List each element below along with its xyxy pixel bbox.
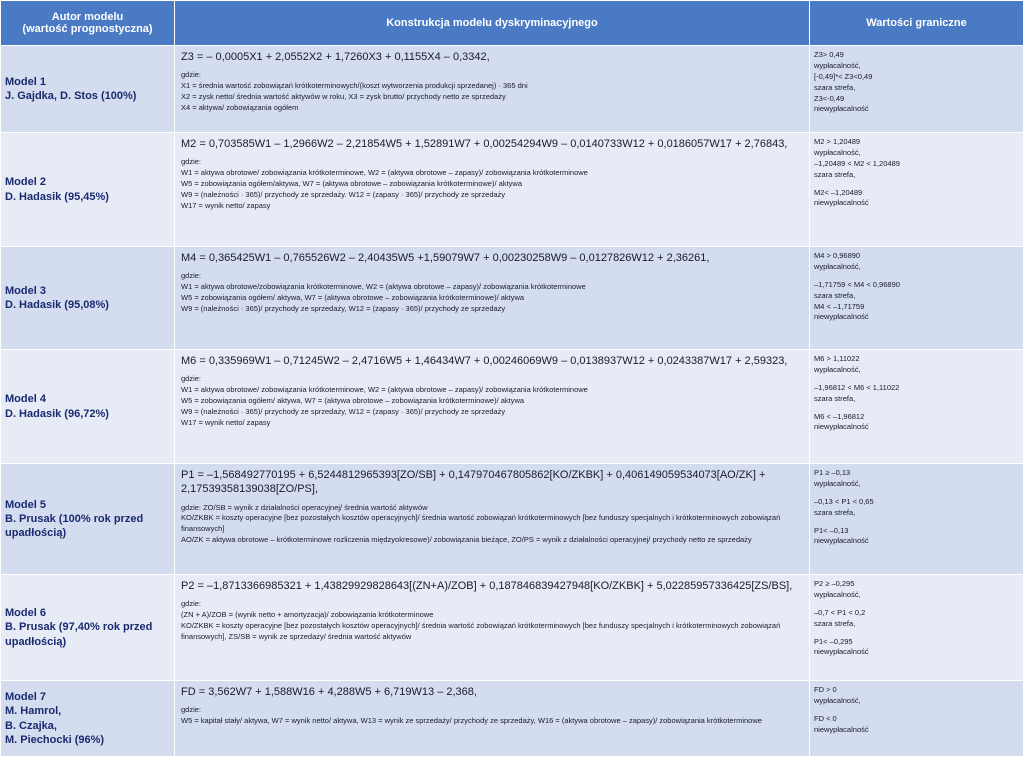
variable-definition-line: KO/ZKBK = koszty operacyjne [bez pozostałych kosztów operacyjnych]/ średnia wartość zobowiązań krótkoterminowych [bez funduszy specjalnych i krótkoterminowych zobowiązań finansowych], ZS/SB = wynik ze sprzedaży/ średnia wartość aktywów bbox=[181, 621, 803, 643]
model-author: M. Hamrol, bbox=[5, 704, 170, 718]
model-author: J. Gajdka, D. Stos (100%) bbox=[5, 89, 170, 103]
threshold-line: Z3<-0,49 bbox=[814, 94, 1019, 105]
table-row bbox=[1, 350, 1023, 464]
header-author: Autor modelu (wartość prognostyczna) bbox=[1, 1, 175, 46]
threshold-line: wypłacalność, bbox=[814, 590, 1019, 601]
threshold-values-cell bbox=[810, 350, 1023, 464]
threshold-line bbox=[814, 181, 1019, 188]
model-author-cell bbox=[1, 46, 175, 133]
model-author: B. Prusak (100% rok przed upadłością) bbox=[5, 512, 170, 541]
model-name: Model 7 bbox=[5, 690, 170, 704]
variable-definition-line: W5 = zobowiązania ogółem/ aktywa, W7 = (aktywa obrotowe – zobowiązania krótkoterminowe)/ aktywa bbox=[181, 396, 803, 407]
threshold-line: M2 > 1,20489 bbox=[814, 137, 1019, 148]
threshold-line: M4 > 0,96890 bbox=[814, 251, 1019, 262]
threshold-line: –0,7 < P1 < 0,2 bbox=[814, 608, 1019, 619]
threshold-line: M4 < –1,71759 bbox=[814, 302, 1019, 313]
model-author: D. Hadasik (96,72%) bbox=[5, 407, 170, 421]
threshold-line: szara strefa, bbox=[814, 394, 1019, 405]
threshold-line: szara strefa, bbox=[814, 508, 1019, 519]
model-author-cell bbox=[1, 681, 175, 757]
variable-definition-line: gdzie: bbox=[181, 705, 803, 716]
variable-definition-line: gdzie: bbox=[181, 70, 803, 81]
model-name: Model 6 bbox=[5, 606, 170, 620]
model-construction-cell bbox=[175, 464, 810, 575]
threshold-line bbox=[814, 405, 1019, 412]
threshold-line: M6 < –1,96812 bbox=[814, 412, 1019, 423]
variable-definition-line: W9 = (należności · 365)/ przychody ze sprzedaży. W12 = (zapasy · 365)/ przychody ze sprzedaży bbox=[181, 190, 803, 201]
threshold-line: szara strefa, bbox=[814, 619, 1019, 630]
threshold-line: –1,96812 < M6 < 1,11022 bbox=[814, 383, 1019, 394]
variable-definition-line: W5 = zobowiązania ogółem/aktywa, W7 = (aktywa obrotowe – zobowiązania krótkoterminowe)/ aktywa bbox=[181, 179, 803, 190]
threshold-line bbox=[814, 630, 1019, 637]
variable-definition-line: W9 = (należności · 365)/ przychody ze sprzedaży, W12 = (zapasy · 365)/ przychody ze sprzedaży bbox=[181, 407, 803, 418]
model-formula: M6 = 0,335969W1 – 0,71245W2 – 2,4716W5 + 1,46434W7 + 0,00246069W9 – 0,0138937W12 + 0,0243387W17 + 2,59323, bbox=[181, 354, 803, 368]
model-author-cell bbox=[1, 350, 175, 464]
model-construction-cell bbox=[175, 133, 810, 247]
variable-definitions bbox=[181, 599, 803, 643]
threshold-line: P1< –0,295 bbox=[814, 637, 1019, 648]
model-author: D. Hadasik (95,45%) bbox=[5, 190, 170, 204]
model-author-cell bbox=[1, 575, 175, 681]
variable-definition-line: X1 = średnia wartość zobowiązań krótkoterminowych/(koszt wytworzenia produkcji sprzedanej) · 365 dni bbox=[181, 81, 803, 92]
threshold-line: P2 ≥ –0,295 bbox=[814, 579, 1019, 590]
model-formula: P1 = –1,568492770195 + 6,5244812965393[ZO/SB] + 0,147970467805862[KO/ZKBK] + 0,406149059534073[AO/ZK] + 2,17539358139038[ZO/PS], bbox=[181, 468, 803, 497]
threshold-line: P1< –0,13 bbox=[814, 526, 1019, 537]
threshold-values-cell bbox=[810, 247, 1023, 350]
model-author-cell bbox=[1, 464, 175, 575]
threshold-line bbox=[814, 519, 1019, 526]
variable-definition-line: W1 = aktywa obrotowe/ zobowiązania krótkoterminowe, W2 = (aktywa obrotowe – zapasy)/ zobowiązania krótkoterminowe bbox=[181, 385, 803, 396]
variable-definition-line: AO/ZK = aktywa obrotowe – krótkoterminowe rozliczenia międzyokresowe)/ zobowiązania bieżące, ZO/PS = wynik z działalności operacyjnej/ przychody netto ze sprzedaży bbox=[181, 535, 803, 546]
threshold-line: szara strefa, bbox=[814, 291, 1019, 302]
table-row bbox=[1, 464, 1023, 575]
threshold-line: –0,13 < P1 < 0,65 bbox=[814, 497, 1019, 508]
threshold-line: niewypłacalność bbox=[814, 647, 1019, 658]
table-row bbox=[1, 133, 1023, 247]
threshold-values-cell bbox=[810, 681, 1023, 757]
threshold-line: niewypłacalność bbox=[814, 312, 1019, 323]
variable-definition-line: W17 = wynik netto/ zapasy bbox=[181, 201, 803, 212]
header-construction: Konstrukcja modelu dyskryminacyjnego bbox=[175, 1, 810, 46]
threshold-line: FD < 0 bbox=[814, 714, 1019, 725]
threshold-line: wypłacalność, bbox=[814, 479, 1019, 490]
threshold-line: –1,71759 < M4 < 0,96890 bbox=[814, 280, 1019, 291]
variable-definition-line: W5 = kapitał stały/ aktywa, W7 = wynik netto/ aktywa, W13 = wynik ze sprzedaży/ przychody ze sprzedaży, W16 = (aktywa obrotowe – zapasy)/ zobowiązania krótkoterminowe bbox=[181, 716, 803, 727]
model-construction-cell bbox=[175, 350, 810, 464]
variable-definition-line: W9 = (należności · 365)/ przychody ze sprzedaży, W12 = (zapasy · 365)/ przychody ze sprzedaży bbox=[181, 304, 803, 315]
model-name: Model 1 bbox=[5, 75, 170, 89]
variable-definition-line: KO/ZKBK = koszty operacyjne [bez pozostałych kosztów operacyjnych]/ średnia wartość zobowiązań krótkoterminowych [bez funduszy specjalnych i krótkoterminowych zobowiązań finansowych] bbox=[181, 513, 803, 535]
threshold-values-cell bbox=[810, 133, 1023, 247]
threshold-line: –1,20489 < M2 < 1,20489 bbox=[814, 159, 1019, 170]
model-author-cell bbox=[1, 247, 175, 350]
threshold-line: niewypłacalność bbox=[814, 104, 1019, 115]
threshold-line: FD > 0 bbox=[814, 685, 1019, 696]
threshold-line: P1 ≥ –0,13 bbox=[814, 468, 1019, 479]
variable-definition-line: gdzie: ZO/SB = wynik z działalności operacyjnej/ średnia wartość aktywów bbox=[181, 503, 803, 514]
model-author: B. Prusak (97,40% rok przed upadłością) bbox=[5, 620, 170, 649]
threshold-values-cell bbox=[810, 575, 1023, 681]
variable-definition-line: gdzie: bbox=[181, 599, 803, 610]
threshold-values-cell bbox=[810, 46, 1023, 133]
model-construction-cell bbox=[175, 46, 810, 133]
threshold-line bbox=[814, 707, 1019, 714]
model-formula: FD = 3,562W7 + 1,588W16 + 4,288W5 + 6,719W13 – 2,368, bbox=[181, 685, 803, 699]
variable-definition-line: gdzie: bbox=[181, 271, 803, 282]
variable-definitions bbox=[181, 705, 803, 727]
table-row bbox=[1, 46, 1023, 133]
threshold-line: wypłacalność, bbox=[814, 61, 1019, 72]
model-formula: Z3 = – 0,0005X1 + 2,0552X2 + 1,7260X3 + 0,1155X4 – 0,3342, bbox=[181, 50, 803, 64]
threshold-line: [-0,49]*< Z3<0,49 bbox=[814, 72, 1019, 83]
table-row bbox=[1, 575, 1023, 681]
threshold-line: szara strefa, bbox=[814, 170, 1019, 181]
variable-definition-line: W17 = wynik netto/ zapasy bbox=[181, 418, 803, 429]
threshold-line: niewypłacalność bbox=[814, 198, 1019, 209]
model-author: B. Czajka, bbox=[5, 719, 170, 733]
model-construction-cell bbox=[175, 681, 810, 757]
threshold-values-cell bbox=[810, 464, 1023, 575]
threshold-line: niewypłacalność bbox=[814, 536, 1019, 547]
variable-definitions bbox=[181, 503, 803, 547]
threshold-line: szara strefa, bbox=[814, 83, 1019, 94]
threshold-line: wypłacalność, bbox=[814, 696, 1019, 707]
model-formula: P2 = –1,8713366985321 + 1,43829929828643[(ZN+A)/ZOB] + 0,187846839427948[KO/ZKBK] + 5,02285957336425[ZS/BS], bbox=[181, 579, 803, 593]
threshold-line: wypłacalność, bbox=[814, 365, 1019, 376]
variable-definition-line: gdzie: bbox=[181, 157, 803, 168]
variable-definition-line: X4 = aktywa/ zobowiązania ogółem bbox=[181, 103, 803, 114]
threshold-line: wypłacalność, bbox=[814, 262, 1019, 273]
model-author-cell bbox=[1, 133, 175, 247]
model-construction-cell bbox=[175, 575, 810, 681]
variable-definition-line: W5 = zobowiązania ogółem/ aktywa, W7 = (aktywa obrotowe – zobowiązania krótkoterminowe)/ aktywa bbox=[181, 293, 803, 304]
variable-definitions bbox=[181, 374, 803, 428]
table-row bbox=[1, 247, 1023, 350]
model-author: M. Piechocki (96%) bbox=[5, 733, 170, 747]
threshold-line bbox=[814, 376, 1019, 383]
model-name: Model 3 bbox=[5, 284, 170, 298]
variable-definitions bbox=[181, 271, 803, 315]
variable-definition-line: X2 = zysk netto/ średnia wartość aktywów w roku, X3 = zysk brutto/ przychody netto ze sprzedaży bbox=[181, 92, 803, 103]
threshold-line bbox=[814, 273, 1019, 280]
threshold-line bbox=[814, 601, 1019, 608]
threshold-line: niewypłacalność bbox=[814, 725, 1019, 736]
model-construction-cell bbox=[175, 247, 810, 350]
model-formula: M2 = 0,703585W1 – 1,2966W2 – 2,21854W5 + 1,52891W7 + 0,00254294W9 – 0,0140733W12 + 0,0186057W17 + 2,76843, bbox=[181, 137, 803, 151]
variable-definition-line: gdzie: bbox=[181, 374, 803, 385]
threshold-line: M6 > 1,11022 bbox=[814, 354, 1019, 365]
model-name: Model 2 bbox=[5, 175, 170, 189]
variable-definitions bbox=[181, 70, 803, 114]
threshold-line: Z3> 0,49 bbox=[814, 50, 1019, 61]
threshold-line bbox=[814, 490, 1019, 497]
threshold-line: wypłacalność, bbox=[814, 148, 1019, 159]
variable-definition-line: W1 = aktywa obrotowe/zobowiązania krótkoterminowe, W2 = (aktywa obrotowe – zapasy)/ zobowiązania krótkoterminowe bbox=[181, 282, 803, 293]
variable-definition-line: W1 = aktywa obrotowe/ zobowiązania krótkoterminowe, W2 = (aktywa obrotowe – zapasy)/ zobowiązania krótkoterminowe bbox=[181, 168, 803, 179]
threshold-line: niewypłacalność bbox=[814, 422, 1019, 433]
variable-definition-line: (ZN + A)/ZOB = (wynik netto + amortyzacja)/ zobowiązania krótkoterminowe bbox=[181, 610, 803, 621]
model-author: D. Hadasik (95,08%) bbox=[5, 298, 170, 312]
model-name: Model 5 bbox=[5, 498, 170, 512]
model-name: Model 4 bbox=[5, 392, 170, 406]
model-formula: M4 = 0,365425W1 – 0,765526W2 – 2,40435W5 +1,59079W7 + 0,00230258W9 – 0,0127826W12 + 2,36261, bbox=[181, 251, 803, 265]
table-row bbox=[1, 681, 1023, 757]
header-limits: Wartości graniczne bbox=[810, 1, 1023, 46]
threshold-line: M2< –1,20489 bbox=[814, 188, 1019, 199]
header-row bbox=[1, 1, 1023, 46]
variable-definitions bbox=[181, 157, 803, 211]
